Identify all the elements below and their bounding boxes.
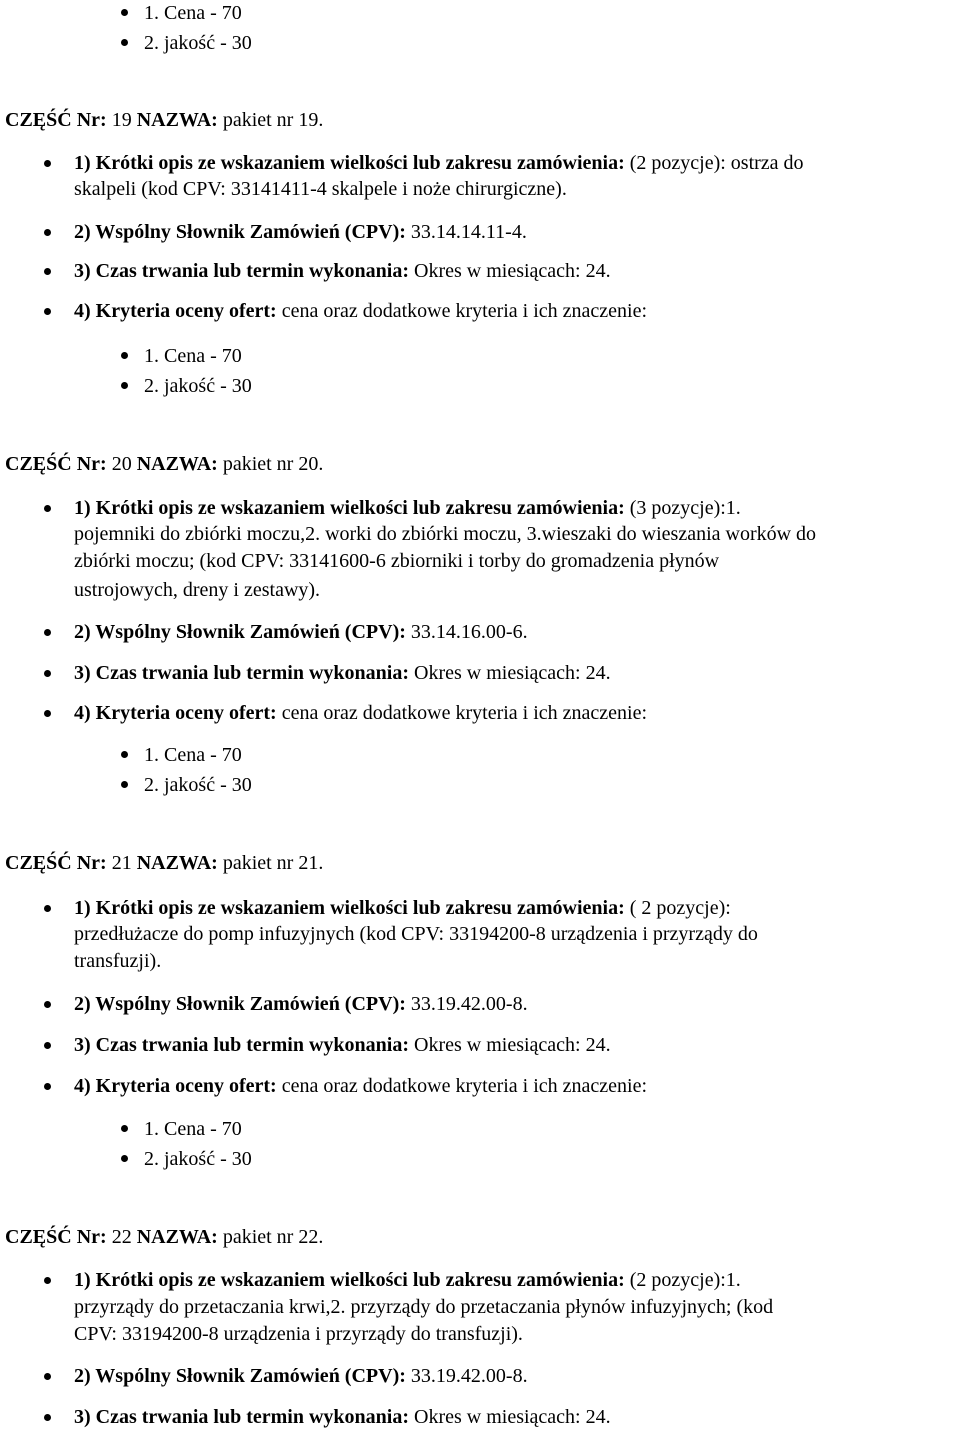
duration-line: 3) Czas trwania lub termin wykonania: Okres w miesiącach: 24. <box>74 1034 611 1056</box>
list-bullet <box>121 382 128 389</box>
part-heading: CZĘŚĆ Nr: 21 NAZWA: pakiet nr 21. <box>5 852 324 874</box>
short-description-cont: pojemniki do zbiórki moczu,2. worki do zbiórki moczu, 3.wieszaki do wieszania worków do <box>74 523 817 545</box>
short-description-cont: zbiórki moczu; (kod CPV: 33141600-6 zbiorniki i torby do gromadzenia płynów <box>74 550 720 572</box>
criteria-item-jakosc: 2. jakość - 30 <box>144 32 252 54</box>
short-description-cont: przyrządy do przetaczania krwi,2. przyrządy do przetaczania płynów infuzyjnych; (kod <box>74 1296 774 1318</box>
list-bullet <box>44 629 51 636</box>
list-bullet <box>44 1001 51 1008</box>
criteria-item-cena: 1. Cena - 70 <box>144 1118 242 1140</box>
cpv-line: 2) Wspólny Słownik Zamówień (CPV): 33.14.16.00-6. <box>74 621 528 643</box>
criteria-item-cena: 1. Cena - 70 <box>144 2 242 24</box>
criteria-item-jakosc: 2. jakość - 30 <box>144 375 252 397</box>
part-heading: CZĘŚĆ Nr: 20 NAZWA: pakiet nr 20. <box>5 453 324 475</box>
list-bullet <box>44 505 51 512</box>
list-bullet <box>121 352 128 359</box>
short-description-cont: skalpeli (kod CPV: 33141411-4 skalpele i noże chirurgiczne). <box>74 178 567 200</box>
criteria-line: 4) Kryteria oceny ofert: cena oraz dodatkowe kryteria i ich znaczenie: <box>74 1075 648 1097</box>
list-bullet <box>44 1373 51 1380</box>
cpv-line: 2) Wspólny Słownik Zamówień (CPV): 33.14.14.11-4. <box>74 221 527 243</box>
list-bullet <box>121 1125 128 1132</box>
list-bullet <box>44 160 51 167</box>
short-description: 1) Krótki opis ze wskazaniem wielkości lub zakresu zamówienia: (2 pozycje):1. <box>74 1269 741 1291</box>
list-bullet <box>44 710 51 717</box>
list-bullet <box>44 229 51 236</box>
short-description-cont: ustrojowych, dreny i zestawy). <box>74 579 321 601</box>
criteria-item-cena: 1. Cena - 70 <box>144 744 242 766</box>
short-description-cont: przedłużacze do pomp infuzyjnych (kod CPV: 33194200-8 urządzenia i przyrządy do <box>74 923 758 945</box>
part-heading: CZĘŚĆ Nr: 22 NAZWA: pakiet nr 22. <box>5 1226 324 1248</box>
short-description-cont: CPV: 33194200-8 urządzenia i przyrządy do transfuzji). <box>74 1323 523 1345</box>
list-bullet <box>44 1277 51 1284</box>
list-bullet <box>44 1042 51 1049</box>
criteria-line: 4) Kryteria oceny ofert: cena oraz dodatkowe kryteria i ich znaczenie: <box>74 702 648 724</box>
list-bullet <box>44 905 51 912</box>
list-bullet <box>44 670 51 677</box>
list-bullet <box>121 1155 128 1162</box>
short-description: 1) Krótki opis ze wskazaniem wielkości lub zakresu zamówienia: ( 2 pozycje): <box>74 897 731 919</box>
cpv-line: 2) Wspólny Słownik Zamówień (CPV): 33.19.42.00-8. <box>74 993 528 1015</box>
criteria-item-jakosc: 2. jakość - 30 <box>144 774 252 796</box>
short-description-cont: transfuzji). <box>74 950 162 972</box>
list-bullet <box>44 1083 51 1090</box>
list-bullet <box>121 9 128 16</box>
cpv-line: 2) Wspólny Słownik Zamówień (CPV): 33.19.42.00-8. <box>74 1365 528 1387</box>
short-description: 1) Krótki opis ze wskazaniem wielkości lub zakresu zamówienia: (3 pozycje):1. <box>74 497 741 519</box>
duration-line: 3) Czas trwania lub termin wykonania: Okres w miesiącach: 24. <box>74 260 611 282</box>
list-bullet <box>121 39 128 46</box>
criteria-line: 4) Kryteria oceny ofert: cena oraz dodatkowe kryteria i ich znaczenie: <box>74 300 648 322</box>
duration-line: 3) Czas trwania lub termin wykonania: Okres w miesiącach: 24. <box>74 1406 611 1428</box>
duration-line: 3) Czas trwania lub termin wykonania: Okres w miesiącach: 24. <box>74 662 611 684</box>
criteria-item-jakosc: 2. jakość - 30 <box>144 1148 252 1170</box>
list-bullet <box>44 1414 51 1421</box>
list-bullet <box>44 268 51 275</box>
list-bullet <box>121 781 128 788</box>
list-bullet <box>121 751 128 758</box>
criteria-item-cena: 1. Cena - 70 <box>144 345 242 367</box>
part-heading: CZĘŚĆ Nr: 19 NAZWA: pakiet nr 19. <box>5 109 324 131</box>
short-description: 1) Krótki opis ze wskazaniem wielkości lub zakresu zamówienia: (2 pozycje): ostrza do <box>74 152 804 174</box>
list-bullet <box>44 308 51 315</box>
